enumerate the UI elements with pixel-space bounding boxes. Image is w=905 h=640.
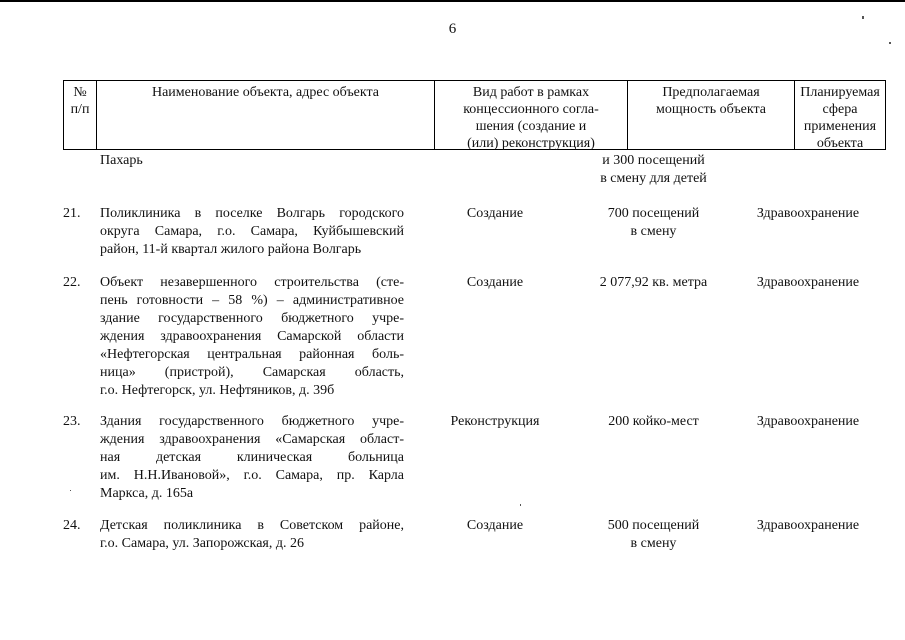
scan-speck (862, 16, 864, 19)
header-capacity-line: Предполагаемая (662, 85, 760, 100)
row-22-num: 22. (63, 275, 81, 290)
row-22-capacity-line: 2 077,92 кв. метра (599, 275, 708, 290)
header-sphere (795, 81, 885, 149)
row-23-sphere: Здравоохранение (756, 414, 860, 429)
row-21-sphere: Здравоохранение (756, 206, 860, 221)
row-23-capacity (576, 413, 731, 431)
row-23-name-line: ждения здравоохранения «Самарская област- (100, 432, 404, 447)
continuation-name (100, 152, 404, 170)
header-work (435, 81, 628, 149)
header-num (64, 81, 97, 149)
header-work-line: шения (создание и (475, 119, 587, 134)
row-21-work: Создание (466, 206, 524, 221)
top-border (0, 0, 905, 2)
row-24-name-line: г.о. Самара, ул. Запорожская, д. 26 (100, 536, 304, 551)
row-21-capacity-line: 700 посещений (607, 206, 700, 221)
row-21-capacity-line: в смену (630, 224, 677, 239)
header-num-line: п/п (70, 102, 90, 117)
header-work-line: концессионного согла- (463, 102, 599, 117)
header-capacity (628, 81, 795, 149)
scan-speck (889, 42, 891, 44)
row-22-sphere: Здравоохранение (756, 275, 860, 290)
header-num-line: № (73, 85, 87, 100)
row-22-name-line: Объект незавершенного строительства (сте- (100, 275, 404, 290)
row-23-work: Реконструкция (450, 414, 540, 429)
continuation-capacity (576, 152, 731, 188)
row-22-name-line: ждения здравоохранения Самарской области (100, 329, 404, 344)
row-23-name-line: Здания государственного бюджетного учре- (100, 414, 404, 429)
row-21-name-line: Поликлиника в поселке Волгарь городского (100, 206, 404, 221)
row-22-name-line: здание государственного бюджетного учре- (100, 311, 404, 326)
row-24-capacity (576, 517, 731, 553)
row-24-sphere: Здравоохранение (756, 518, 860, 533)
row-22-name-line: пень готовности – 58 %) – административное (100, 293, 404, 308)
header-name-line: Наименование объекта, адрес объекта (151, 85, 380, 100)
row-22-name-line: ница» (пристрой), Самарская область, (100, 365, 404, 380)
header-sphere-line: Планируемая сфера (800, 85, 880, 117)
row-21-num: 21. (63, 206, 81, 221)
row-24-name (100, 517, 404, 553)
row-23-name-line: им. Н.Н.Ивановой», г.о. Самара, пр. Карла (100, 468, 404, 483)
row-23-name-line: ная детская клиническая больница (100, 450, 404, 465)
row-21-name-line: район, 11-й квартал жилого района Волгарь (100, 242, 362, 257)
row-23-name (100, 413, 404, 503)
row-22-name-line: «Нефтегорская центральная районная боль- (100, 347, 404, 362)
scan-speck (70, 490, 71, 491)
row-24-capacity-line: 500 посещений (607, 518, 700, 533)
row-22-work: Создание (466, 275, 524, 290)
header-work-line: Вид работ в рамках (472, 85, 590, 100)
continuation-capacity-line: и 300 посещений (602, 153, 705, 168)
row-24-name-line: Детская поликлиника в Советском районе, (100, 518, 404, 533)
row-22-name-line: г.о. Нефтегорск, ул. Нефтяников, д. 39б (100, 383, 335, 398)
row-22-name (100, 274, 404, 400)
continuation-name-line: Пахарь (100, 153, 143, 168)
header-sphere-line: применения объекта (803, 119, 877, 151)
row-24-num: 24. (63, 518, 81, 533)
continuation-capacity-line: в смену для детей (600, 171, 707, 186)
row-21-capacity (576, 205, 731, 241)
row-23-name-line: Маркса, д. 165а (100, 486, 194, 501)
row-21-name (100, 205, 404, 259)
header-capacity-line: мощность объекта (655, 102, 767, 117)
row-24-capacity-line: в смену (630, 536, 677, 551)
row-23-capacity-line: 200 койко-мест (608, 414, 699, 429)
row-21-name-line: округа Самара, г.о. Самара, Куйбышевский (100, 224, 404, 239)
header-name (97, 81, 435, 149)
row-24-work: Создание (466, 518, 524, 533)
row-23-num: 23. (63, 414, 81, 429)
page-number: 6 (448, 21, 457, 37)
scan-speck (520, 504, 521, 506)
header-work-line: (или) реконструкция) (467, 136, 595, 151)
row-22-capacity (576, 274, 731, 292)
table-header (63, 80, 886, 150)
